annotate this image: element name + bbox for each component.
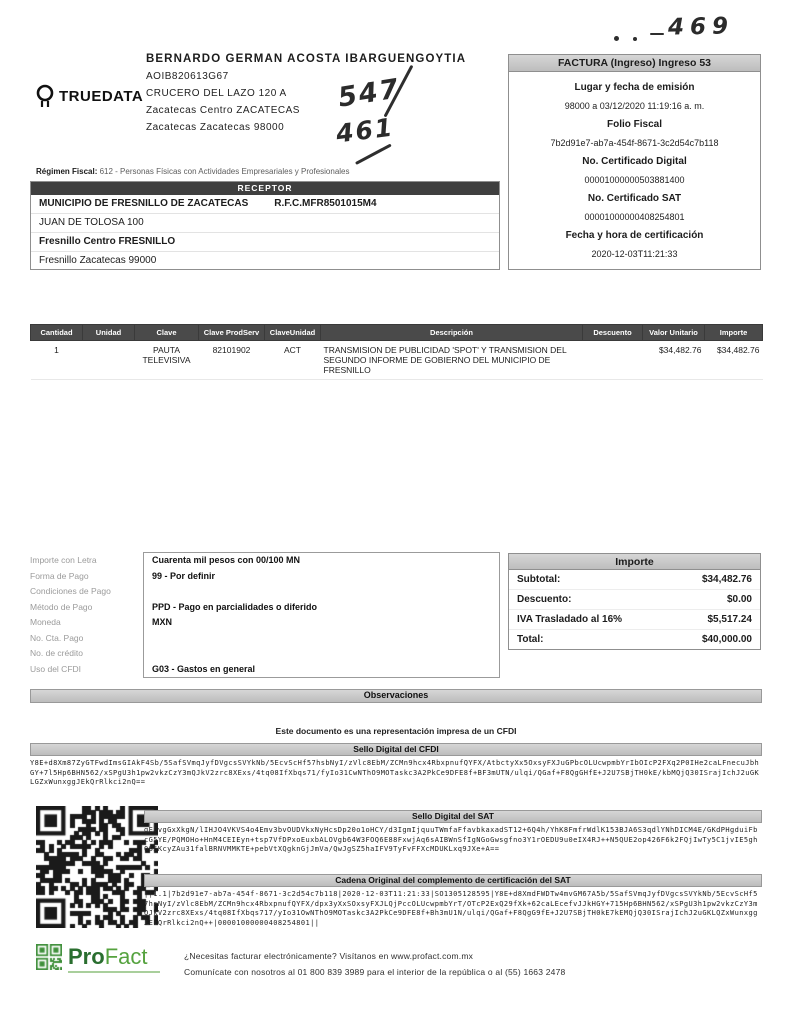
invoice-title: FACTURA (Ingreso) Ingreso 53 [509, 55, 760, 72]
profact-logo-text [68, 944, 160, 973]
fecha-cert-label: Fecha y hora de certificación [565, 230, 704, 241]
handwritten-stroke-2 [355, 144, 391, 165]
handwritten-page-number: 469 [667, 13, 735, 41]
iva-value: $5,517.24 [707, 614, 752, 625]
sello-cfdi-text: Y8E+d8Xm87ZyGTFwdImsGIAkF4Sb/5SafSVmqJyfDVgcsSVYkNb/5EcvScHf57hsbNyI/zVlc8EbM/ZCMn9hcx4RbxpnufQYFX/AtbctyXx5OxsyFXJuGPbcOLUcwpmbYrIbOIcP2FXq2P0IHe2caLFnecuJbhGY+7l5Hp6BHN562/xSPgU3h1pw2vkzCzY3mQJkV2zrc8XExs/4tq08IfXbqs71/fyIo31CwNThO9MOTaskc3A2PkCe9DFE8f+BF3mUTN/ulqi/QGaf+F8QgGHfE+J2U7SBjTH0kE/kbMQjQ30ISrajIchJ2uGKLGZxWunxggJEkQrRlkci2nQ== [30, 759, 760, 786]
emitter-rfc: AOIB820613G67 [146, 71, 229, 82]
sello-sat-bar: Sello Digital del SAT [144, 810, 762, 823]
cert-digital-label: No. Certificado Digital [582, 156, 687, 167]
subtotal-value: $34,482.76 [701, 574, 752, 585]
totals-box [508, 553, 761, 650]
descuento-value: $0.00 [726, 594, 752, 605]
emitter-address-1: CRUCERO DEL LAZO 120 A [146, 88, 287, 99]
cell-cantidad: 1 [31, 341, 83, 380]
subtotal-label: Subtotal: [517, 574, 561, 585]
items-table-header-row [31, 325, 763, 341]
uso-del-cfdi-value: G03 - Gastos en general [152, 663, 256, 674]
truedata-logo-icon [34, 84, 56, 108]
footer-line-1: ¿Necesitas facturar electrónicamente? Visítanos en www.profact.com.mx [184, 951, 474, 961]
cell-valor-unitario: $34,482.76 [643, 341, 705, 380]
condiciones-de-pago-value [144, 584, 499, 600]
payment-values [143, 552, 500, 678]
cell-unidad [83, 341, 135, 380]
fecha-cert-value: 2020-12-03T11:21:33 [591, 249, 678, 259]
folio-fiscal-label: Folio Fiscal [606, 119, 662, 130]
profact-logo [36, 944, 160, 973]
uso-del-cfdi-label: Uso del CFDI [30, 663, 82, 674]
invoice-header-fields [509, 72, 760, 259]
emitter-address-3: Zacatecas Zacatecas 98000 [146, 122, 285, 133]
receptor-box [30, 181, 500, 270]
truedata-logo-text: TRUEDATA [59, 87, 144, 105]
regimen-fiscal [36, 167, 350, 176]
forma-de-pago-label: Forma de Pago [30, 570, 89, 581]
truedata-logo [34, 84, 143, 108]
no-de-credito-value [144, 646, 499, 662]
col-header-descripcion: Descripción [321, 325, 583, 341]
receptor-address-1: JUAN DE TOLOSA 100 [39, 217, 144, 228]
handwritten-mark-461: 461 [334, 112, 396, 149]
col-header-importe: Importe [705, 325, 763, 341]
moneda-label: Moneda [30, 617, 61, 627]
totals-title: Importe [509, 554, 760, 570]
cert-sat-label: No. Certificado SAT [587, 193, 682, 204]
descuento-label: Descuento: [517, 594, 572, 605]
no-de-credito-label: No. de crédito [30, 648, 83, 658]
col-header-clave: Clave [135, 325, 199, 341]
descuento-row [509, 590, 760, 610]
profact-logo-fact: Fact [104, 944, 148, 969]
receptor-address-3: Fresnillo Zacatecas 99000 [39, 255, 157, 266]
cell-clave: PAUTA TELEVISIVA [135, 341, 199, 380]
forma-de-pago-value: 99 - Por definir [152, 570, 216, 581]
subtotal-row [509, 570, 760, 590]
receptor-address-row-2 [31, 233, 499, 252]
cadena-sat-text: ||1.1|7b2d91e7-ab7a-454f-8671-3c2d54c7b118|2020-12-03T11:21:33|SO1305128595|Y8E+d8XmdFWDTw4mvGM67A5b/5SafSVmqJyfDVgcsSVYkNb/5EcvScHf57hsNyI/zVlc8EbM/ZCMn9hcx4RbxpnufQYFX/dpx3yXxSOxsyFXJLQjPccOLUcwpmbYrT/OTcP2ExQ29fXk+62caLEcefvJJkHGY+715Hp6BHN562/xSPgU3h1pw2vkzCzY3mQJkV2zrc8XExs/4tq08IfXbqs717/yIo31OwNThO9MOTaskc3A2PkCe9DFE8f+Bh3mU1N/ulqi/QGaf+F8QgG9fE+J2U7SBjTH0kE7kEMQjQ30ISrajIchJ2uGKLQZxWunxggJEkQrRlkci2nQ++|00001000000408254801|| [144, 890, 758, 927]
condiciones-de-pago-label: Condiciones de Pago [30, 586, 111, 596]
total-value: $40,000.00 [701, 634, 752, 645]
sello-sat-text: gEJvgGxXkgN/lIHJO4VKVS4o4Emv3bvOUDVkxNyHcsDp20o1oHCY/d3IgmIjquuTWmfaFfavbkaxadST12+6Q4h/YhK8FmfrWdlK153BJA6S3qdlYNhDICM4E/GKdPHgduiFbcG5YE/PQMOHo+HnM4CEIEyn+tsp7VfDPxoEuxbALOVgb64W3FOQ6E88FxwjAq6sAIBWnSfIgNGoGwsgfno3Y1rOEDU9u0eIX4RJ++N5QUE2op426F6k2FQjIwTy5C1jvIE5gh0S5KcyZAu31falBRNVMMKTE+pebVtXQgknGjJmVa/QwJgSZ5haIFV9TyFvFFXcMDUKLxq9JXe+A== [144, 826, 758, 853]
table-row [31, 341, 763, 380]
payment-labels [30, 552, 143, 678]
cert-sat-value: 00001000000408254801 [584, 212, 685, 222]
cell-clave-prodserv: 82101902 [199, 341, 265, 380]
regimen-value: 612 - Personas Físicas con Actividades Empresariales y Profesionales [99, 167, 350, 176]
col-header-clave-prodserv: Clave ProdServ [199, 325, 265, 341]
iva-row [509, 610, 760, 630]
items-table [30, 324, 763, 380]
importe-con-letra-value: Cuarenta mil pesos con 00/100 MN [152, 555, 301, 565]
metodo-de-pago-value: PPD - Pago en parcialidades o diferido [152, 601, 318, 612]
cadena-sat-bar: Cadena Original del complemento de certificación del SAT [144, 874, 762, 887]
receptor-address-row-3 [31, 252, 499, 271]
metodo-de-pago-label: Método de Pago [30, 601, 93, 612]
receptor-rfc: R.F.C.MFR8501015M4 [274, 198, 377, 209]
receptor-name-row [31, 195, 499, 214]
footer-line-2: Comunícate con nosotros al 01 800 839 3989 para el interior de la república o al (55) 1663 2478 [184, 967, 566, 977]
qr-code-cfdi [36, 806, 158, 928]
cell-clave-unidad: ACT [265, 341, 321, 380]
no-cta-pago-value [144, 631, 499, 647]
col-header-clave-unidad: ClaveUnidad [265, 325, 321, 341]
profact-logo-pro: Pro [68, 944, 105, 969]
col-header-unidad: Unidad [83, 325, 135, 341]
invoice-header-box [508, 54, 761, 270]
col-header-cantidad: Cantidad [31, 325, 83, 341]
receptor-title: RECEPTOR [31, 182, 499, 195]
col-header-valor-unitario: Valor Unitario [643, 325, 705, 341]
total-label: Total: [517, 634, 544, 645]
cert-digital-value: 00001000000503881400 [584, 175, 685, 185]
profact-tagline-bar [68, 971, 160, 973]
total-row [509, 630, 760, 650]
lugar-fecha-label: Lugar y fecha de emisión [574, 82, 695, 93]
pen-marks [614, 28, 664, 46]
cell-importe: $34,482.76 [705, 341, 763, 380]
receptor-address-row-1 [31, 214, 499, 233]
cell-descuento [583, 341, 643, 380]
cell-descripcion: TRANSMISION DE PUBLICIDAD 'SPOT' Y TRANSMISION DEL SEGUNDO INFORME DE GOBIERNO DEL MUNICIPIO DE FRESNILLO [321, 341, 583, 380]
moneda-value: MXN [152, 617, 172, 627]
sello-cfdi-bar: Sello Digital del CFDI [30, 743, 762, 756]
cfdi-note: Este documento es una representación impresa de un CFDI [275, 726, 517, 736]
lugar-fecha-value: 98000 a 03/12/2020 11:19:16 a. m. [564, 101, 705, 111]
observaciones-bar: Observaciones [30, 689, 762, 703]
col-header-descuento: Descuento [583, 325, 643, 341]
no-cta-pago-label: No. Cta. Pago [30, 632, 84, 643]
receptor-address-2: Fresnillo Centro FRESNILLO [39, 236, 176, 247]
emitter-info [146, 53, 496, 139]
payment-info [30, 552, 500, 678]
emitter-name: BERNARDO GERMAN ACOSTA IBARGUENGOYTIA [146, 53, 467, 65]
profact-logo-qr-icon [36, 944, 62, 970]
receptor-name: MUNICIPIO DE FRESNILLO DE ZACATECAS [39, 198, 249, 209]
importe-con-letra-label: Importe con Letra [30, 555, 97, 565]
regimen-label: Régimen Fiscal: [36, 167, 98, 176]
emitter-address-2: Zacatecas Centro ZACATECAS [146, 105, 300, 116]
handwritten-mark-547: 547 [335, 73, 403, 114]
folio-fiscal-value: 7b2d91e7-ab7a-454f-8671-3c2d54c7b118 [550, 138, 719, 148]
iva-label: IVA Trasladado al 16% [517, 614, 623, 625]
